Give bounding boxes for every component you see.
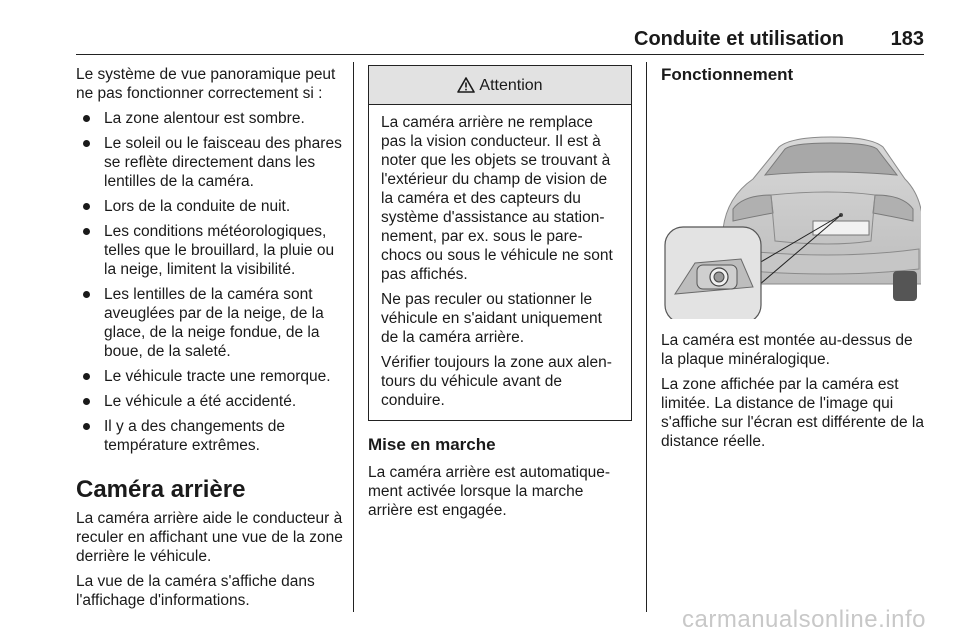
section-heading: Caméra arrière (76, 476, 246, 503)
paragraph: La caméra est montée au-dessus de la plaque minéralogique. (661, 332, 913, 368)
paragraph: Ne pas reculer ou stationner le véhicule en s'aidant uniquement de la caméra arrière. (381, 291, 602, 346)
section-heading: Fonctionnement (661, 65, 794, 84)
list-item: Il y a des changements de température extrêmes. (76, 417, 344, 455)
paragraph: La caméra arrière ne remplace pas la vision conducteur. Il est à noter que les objets se trouvant à l'extérieur du champ de vision de la caméra et des capteurs du système d'assistance au station-nement, par ex. sous le pare-chocs ou sous le véhicule ne sont pas affichés. (381, 114, 613, 283)
list-item: Le véhicule a été accidenté. (76, 392, 344, 411)
paragraph: La vue de la caméra s'affiche dans l'affichage d'informations. (76, 573, 315, 609)
attention-header (369, 66, 631, 105)
paragraph: Vérifier toujours la zone aux alen-tours du véhicule avant de conduire. (381, 354, 612, 409)
condition-list (76, 109, 344, 455)
list-item: La zone alentour est sombre. (76, 109, 344, 128)
column-right (661, 65, 927, 457)
warning-triangle-icon (457, 77, 475, 93)
attention-body (369, 105, 631, 420)
section-heading: Mise en marche (368, 435, 496, 454)
attention-box (368, 65, 632, 421)
list-item: Le soleil ou le faisceau des phares se reflète directement dans les lentilles de la caméra. (76, 134, 344, 191)
column-divider (353, 62, 354, 612)
rear-camera-illustration (661, 109, 921, 319)
list-item: Le véhicule tracte une remorque. (76, 367, 344, 386)
list-item: Lors de la conduite de nuit. (76, 197, 344, 216)
page-header (76, 26, 924, 55)
paragraph: La caméra arrière aide le conducteur à reculer en affichant une vue de la zone derrière le véhicule. (76, 510, 343, 565)
column-divider (646, 62, 647, 612)
page-number: 183 (890, 28, 924, 50)
intro-paragraph: Le système de vue panoramique peut ne pas fonctionner correctement si : (76, 66, 336, 102)
list-item: Les lentilles de la caméra sont aveuglées par de la neige, de la glace, de la neige fondue, de la boue, de la saleté. (76, 285, 344, 361)
section-title: Conduite et utilisation (634, 28, 844, 50)
list-item: Les conditions météorologiques, telles que le brouillard, la pluie ou la neige, limitent la visibilité. (76, 222, 344, 279)
paragraph: La zone affichée par la caméra est limitée. La distance de l'image qui s'affiche sur l'écran est différente de la distance réelle. (661, 376, 924, 450)
paragraph: La caméra arrière est automatique-ment activée lorsque la marche arrière est engagée. (368, 464, 611, 519)
attention-title: Attention (479, 76, 543, 94)
column-left (76, 65, 344, 616)
column-middle (368, 65, 632, 526)
watermark: carmanualsonline.info (682, 606, 926, 633)
